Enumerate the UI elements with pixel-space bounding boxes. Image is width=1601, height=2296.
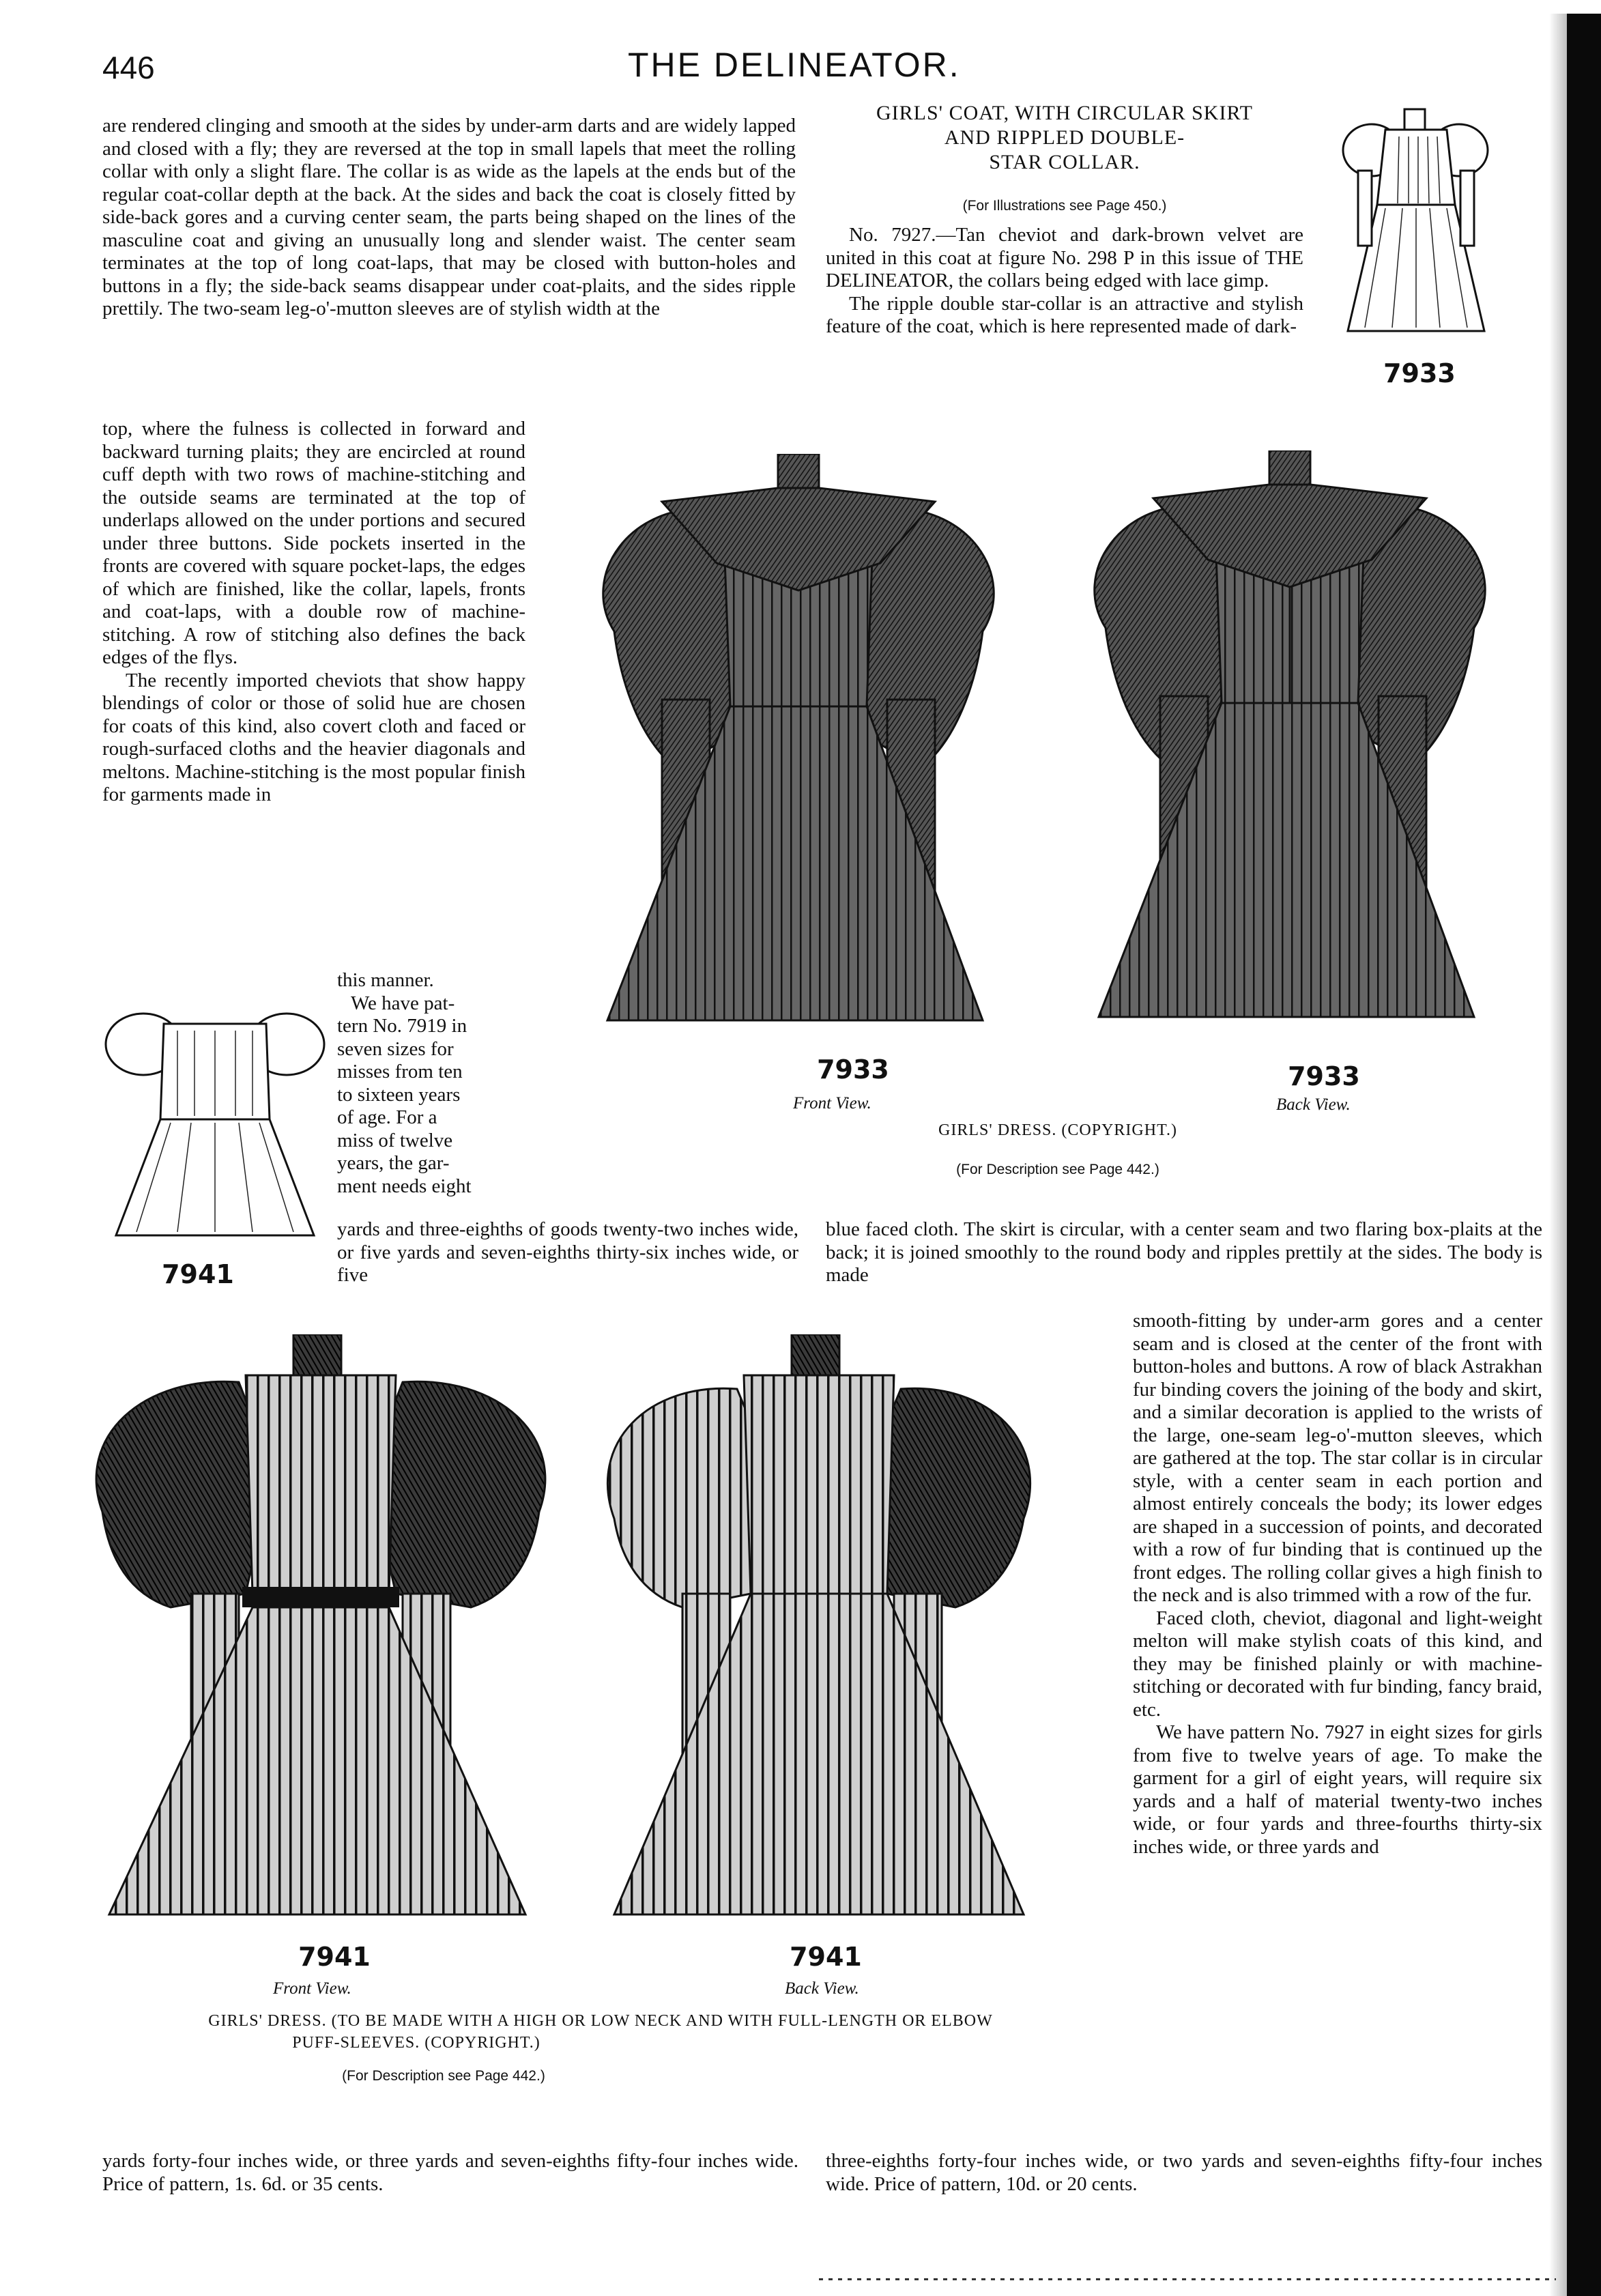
left-column-final-text [102, 2150, 798, 2196]
wrap-line: We have pat- [351, 992, 455, 1014]
left-column-wrap-text [337, 969, 525, 1198]
right-final-text [826, 2150, 1542, 2196]
wrap-line: tern No. 7919 in [337, 1015, 467, 1037]
figure-7933-back-number: 7933 [1288, 1061, 1360, 1091]
left-column-top-text [102, 115, 796, 321]
right-mid-narrow-text [1133, 1310, 1542, 1859]
wrap-line: ment needs eight [337, 1175, 472, 1197]
pattern-price-text: yards forty-four inches wide, or three yards and seven-eighths fifty-four inches wide. Price of pattern, 1s. 6d. or 35 cents. [102, 2150, 798, 2195]
materials-paragraph: The recently imported cheviots that show happy blendings of color or those of solid hue are chosen for coats of this kind, also covert cloth and faced or rough-surfaced cloths and the heavier diagonals and meltons. Machine-stitching is the most popular finish for garments made in [102, 669, 525, 805]
figure-7941-small-number: 7941 [162, 1259, 234, 1289]
coat-price-text: three-eighths forty-four inches wide, or two yards and seven-eighths fifty-four inches wide. Price of pattern, 10d. or 20 cents. [826, 2150, 1542, 2195]
figure-7933-description-reference: (For Description see Page 442.) [956, 1162, 1159, 1177]
sleeve-description-paragraph: top, where the fulness is collected in forward and backward turning plaits; they are encircled at round cuff depth with two rows of machine-stitching and the outside seams are terminated at the top of underlaps allowed on the under portions and secured under three buttons. Side pockets inserted in the fronts are covered with square pocket-laps, the edges of which are finished, like the collar, lapels, fronts and coat-laps, with a double row of machine-stitching. A row of stitching also defines the back edges of the flys. [102, 418, 525, 668]
body-description-paragraph: smooth-fitting by under-arm gores and a center seam and is closed at the center of the front with button-holes and buttons. A row of black Astrakhan fur binding covers the joining of the body and skirt, and a similar decoration is applied to the wrists of the large, one-seam leg-o'-mutton sleeves, which are gathered at the top. The star collar is in circular style, with a center seam in each portion and almost entirely conceals the body; its lower edges are shaped in a succession of points, and decorated with a row of fur binding that is continued up the front edges. The rolling collar gives a high finish to the neck and is also trimmed with a row of the fur. [1133, 1310, 1542, 1606]
wrap-line: this manner. [337, 969, 434, 991]
article-heading: GIRLS' COAT, WITH CIRCULAR SKIRT AND RIPPLED DOUBLE- STAR COLLAR. [876, 102, 1253, 173]
page-binding-edge [1567, 14, 1601, 2296]
figure-7933-front-view-label: Front View. [793, 1094, 871, 1113]
right-top-text [826, 224, 1303, 339]
left-column-wrap-bottom [337, 1218, 798, 1287]
figure-7941-front-number: 7941 [298, 1942, 371, 1972]
wrap-line: years, the gar- [337, 1152, 450, 1174]
figure-7933-small-illustration [1338, 102, 1495, 355]
right-mid-top-text [826, 1218, 1542, 1287]
skirt-description-text: blue faced cloth. The skirt is circular, with a center seam and two flaring box-plaits at the back; it is joined smoothly to the round body and ripples prettily at the sides. The body is made [826, 1218, 1542, 1286]
figure-7941-back-number: 7941 [790, 1942, 862, 1972]
figure-7941-front-illustration [82, 1334, 560, 1955]
figure-7933-back-illustration [1071, 450, 1508, 1058]
figure-7941-caption-line2: PUFF-SLEEVES. (COPYRIGHT.) [292, 2034, 540, 2052]
wrap-line: to sixteen years [337, 1083, 461, 1106]
figure-7933-back-view-label: Back View. [1276, 1095, 1351, 1114]
figure-7933-front-number: 7933 [817, 1054, 889, 1085]
wrap-line: misses from ten [337, 1061, 463, 1082]
fabric-suggestion-paragraph: Faced cloth, cheviot, diagonal and light-weight melton will make stylish coats of this kind, and they may be finished plainly or with machine-stitching or decorated with fur binding, fancy braid, etc. [1133, 1607, 1542, 1721]
figure-7933-front-illustration [580, 454, 1017, 1061]
figure-7941-description-reference: (For Description see Page 442.) [342, 2068, 545, 2084]
coat-intro-paragraph: No. 7927.—Tan cheviot and dark-brown velvet are united in this coat at figure No. 298 P in this issue of THE DELINEATOR, the collars being edged with lace gimp. [826, 224, 1303, 291]
wrap-line: of age. For a [337, 1106, 437, 1128]
page-number: 446 [102, 50, 155, 85]
illustration-reference: (For Illustrations see Page 450.) [962, 198, 1167, 214]
figure-7941-back-view-label: Back View. [785, 1979, 859, 1998]
wrap-line: miss of twelve [337, 1129, 453, 1151]
page-binding-shadow [1549, 14, 1567, 2296]
left-column-narrow-text [102, 418, 525, 807]
figure-7941-front-view-label: Front View. [273, 1979, 351, 1998]
figure-7941-small-illustration [102, 1003, 328, 1256]
figure-7941-back-illustration [587, 1334, 1051, 1955]
collar-paragraph: The ripple double star-collar is an attractive and stylish feature of the coat, which is here represented made of dark- [826, 292, 1303, 337]
figure-7933-caption: GIRLS' DRESS. (COPYRIGHT.) [938, 1121, 1177, 1139]
magazine-title: THE DELINEATOR. [628, 46, 961, 84]
pattern-sizes-paragraph: We have pattern No. 7927 in eight sizes for girls from five to twelve years of age. To make the garment for a girl of eight years, will require six yards and a half of material twenty-two inches wide, or four yards and three-fourths thirty-six inches wide, or three yards and [1133, 1721, 1542, 1858]
figure-7933-small-number: 7933 [1383, 358, 1456, 388]
pattern-quantity-text: yards and three-eighths of goods twenty-two inches wide, or five yards and seven-eighths thirty-six inches wide, or five [337, 1218, 798, 1286]
bottom-edge-marks [819, 2278, 1556, 2280]
figure-7941-caption-line1: GIRLS' DRESS. (TO BE MADE WITH A HIGH OR LOW NECK AND WITH FULL-LENGTH OR ELBOW [208, 2012, 993, 2030]
coat-description-paragraph: are rendered clinging and smooth at the sides by under-arm darts and are widely lapped and closed with a fly; they are reversed at the top in small lapels that meet the rolling collar with only a slight flare. The collar is as wide as the lapels at the ends but of the regular coat-collar depth at the back. At the sides and back the coat is closely fitted by side-back gores and a curving center seam, the parts being shaped on the lines of the masculine coat and giving an unusually long and slender waist. The center seam terminates at the top of long coat-laps, that may be closed with button-holes and buttons in a fly; the side-back seams disappear under coat-plaits, and the sides ripple prettily. The two-seam leg-o'-mutton sleeves are of stylish width at the [102, 115, 796, 319]
wrap-line: seven sizes for [337, 1037, 454, 1060]
